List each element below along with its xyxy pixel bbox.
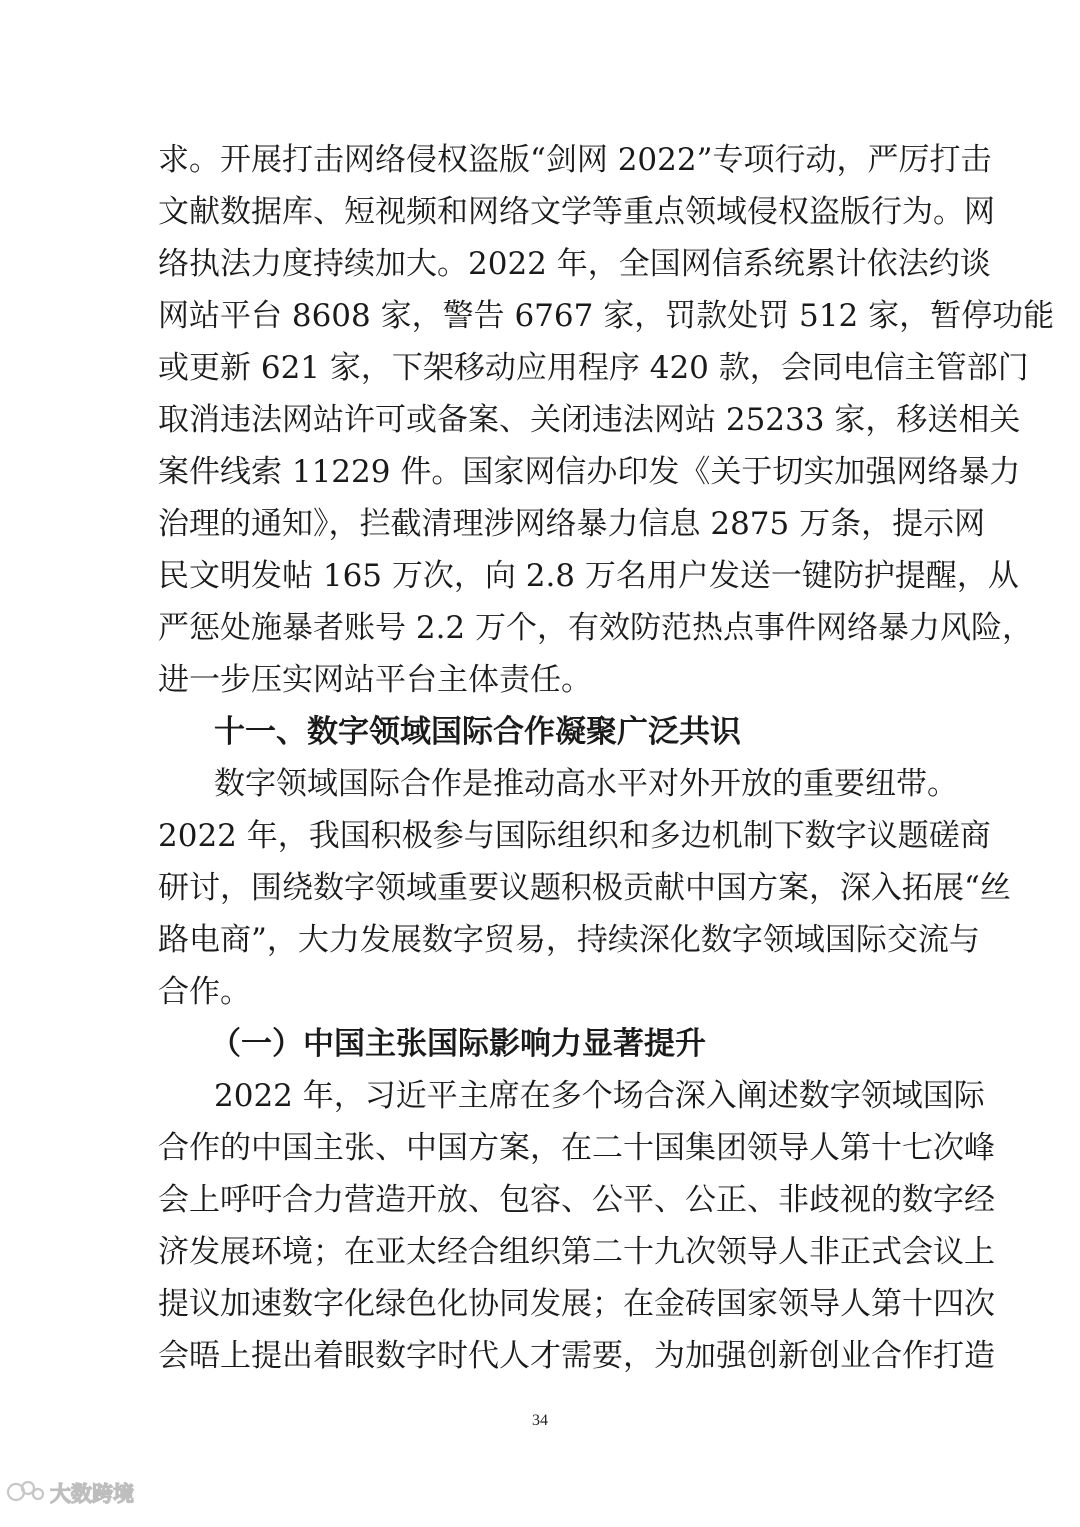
subsection-paragraph-line: 会晤上提出着眼数字时代人才需要，为加强创新创业合作打造: [158, 1338, 995, 1374]
body-line: 求。开展打击网络侵权盗版“剑网 2022”专项行动，严厉打击: [158, 142, 992, 178]
body-line: 严惩处施暴者账号 2.2 万个，有效防范热点事件网络暴力风险，: [158, 610, 1034, 646]
section-paragraph-line: 研讨，围绕数字领域重要议题积极贡献中国方案，深入拓展“丝: [158, 870, 1011, 906]
svg-text:大数跨境: 大数跨境: [50, 1482, 134, 1506]
body-line: 或更新 621 家，下架移动应用程序 420 款，会同电信主管部门: [158, 350, 1029, 386]
section-paragraph-line: 合作。: [158, 974, 251, 1010]
subsection-paragraph-line: 2022 年，习近平主席在多个场合深入阐述数字领域国际: [214, 1078, 985, 1114]
watermark-brand-text: [50, 1476, 140, 1508]
subsection-heading: （一）中国主张国际影响力显著提升: [210, 1026, 706, 1062]
subsection-paragraph-line: 济发展环境；在亚太经合组织第二十九次领导人非正式会议上: [158, 1234, 995, 1270]
body-line: 进一步压实网站平台主体责任。: [158, 662, 592, 698]
section-heading: 十一、数字领域国际合作凝聚广泛共识: [214, 714, 741, 750]
body-line: 络执法力度持续加大。2022 年，全国网信系统累计依法约谈: [158, 246, 991, 282]
watermark: [6, 1474, 140, 1510]
body-line: 网站平台 8608 家，警告 6767 家，罚款处罚 512 家，暂停功能: [158, 298, 1055, 334]
subsection-paragraph-line: 提议加速数字化绿色化协同发展；在金砖国家领导人第十四次: [158, 1286, 995, 1322]
section-paragraph-line: 2022 年，我国积极参与国际组织和多边机制下数字议题磋商: [158, 818, 991, 854]
body-line: 案件线索 11229 件。国家网信办印发《关于切实加强网络暴力: [158, 454, 1021, 490]
section-paragraph-line: 路电商”，大力发展数字贸易，持续深化数字领域国际交流与: [158, 922, 980, 958]
body-line: 民文明发帖 165 万次，向 2.8 万名用户发送一键防护提醒，从: [158, 558, 1019, 594]
section-paragraph-line: 数字领域国际合作是推动高水平对外开放的重要纽带。: [214, 766, 958, 802]
body-line: 治理的通知》，拦截清理涉网络暴力信息 2875 万条，提示网: [158, 506, 986, 542]
subsection-paragraph-line: 合作的中国主张、中国方案，在二十国集团领导人第十七次峰: [158, 1130, 995, 1166]
page-number: 34: [532, 1412, 548, 1429]
body-line: 取消违法网站许可或备案、关闭违法网站 25233 家，移送相关: [158, 402, 1021, 438]
subsection-paragraph-line: 会上呼吁合力营造开放、包容、公平、公正、非歧视的数字经: [158, 1182, 995, 1218]
body-line: 文献数据库、短视频和网络文学等重点领域侵权盗版行为。网: [158, 194, 995, 230]
logo-mark-icon: [6, 1477, 46, 1507]
